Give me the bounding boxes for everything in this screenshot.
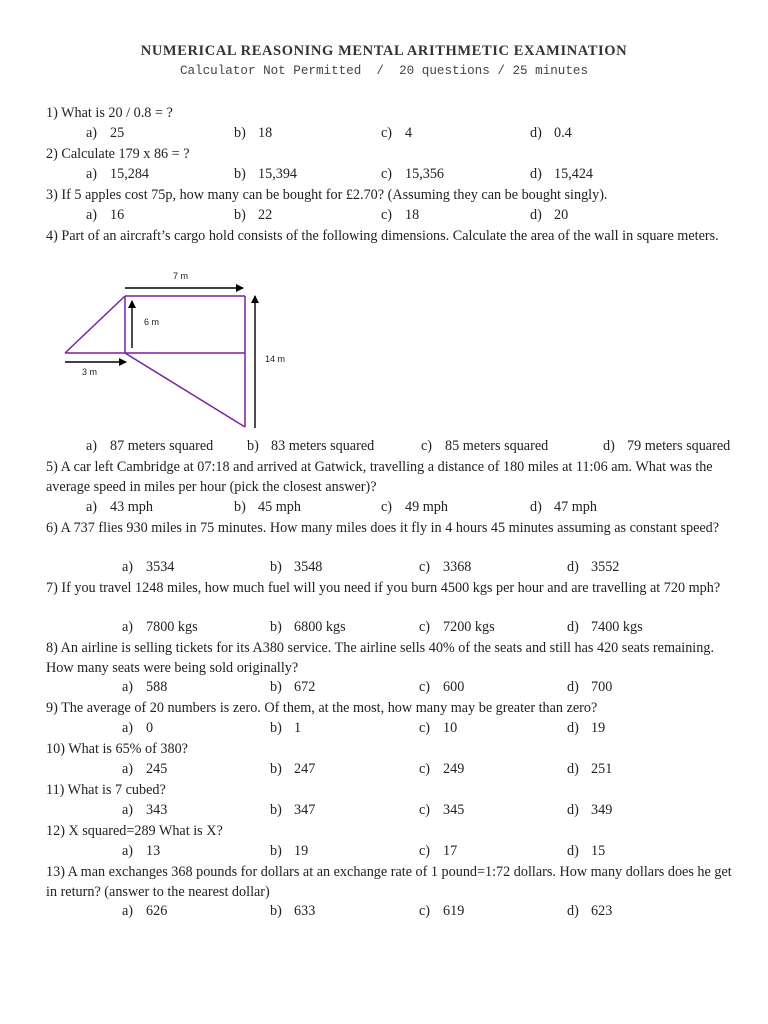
question-2: 2) Calculate 179 x 86 = ? — [46, 146, 190, 162]
question-7: 7) If you travel 1248 miles, how much fuel will you need if you burn 4500 kgs per hour and are travelling at 720 mph? — [46, 580, 721, 596]
question-3: 3) If 5 apples cost 75p, how many can be bought for £2.70? (Assuming they can be bought singly). — [46, 187, 608, 203]
cargo-hold-diagram — [50, 264, 310, 436]
q1-option-d: d) 0.4 — [530, 125, 572, 141]
q11-option-d: d) 349 — [567, 802, 613, 818]
q9-option-a: a) 0 — [122, 720, 154, 736]
q1-option-b: b) 18 — [234, 125, 273, 141]
q7-option-d: d) 7400 kgs — [567, 619, 643, 635]
q8-option-a: a) 588 — [122, 679, 168, 695]
q3-option-c: c) 18 — [381, 207, 420, 223]
q1-option-a: a) 25 — [86, 125, 125, 141]
question-1: 1) What is 20 / 0.8 = ? — [46, 105, 173, 121]
label-7m: 7 m — [173, 271, 189, 281]
q6-option-c: c) 3368 — [419, 559, 472, 575]
q1-option-c: c) 4 — [381, 125, 413, 141]
exam-subtitle: Calculator Not Permitted / 20 questions / 25 minutes — [179, 64, 589, 78]
q9-option-b: b) 1 — [270, 720, 302, 736]
q10-option-c: c) 249 — [419, 761, 465, 777]
q9-option-d: d) 19 — [567, 720, 606, 736]
q8-option-d: d) 700 — [567, 679, 613, 695]
q10-option-d: d) 251 — [567, 761, 613, 777]
q7-option-c: c) 7200 kgs — [419, 619, 495, 635]
q7-option-b: b) 6800 kgs — [270, 619, 346, 635]
q5-option-a: a) 43 mph — [86, 499, 153, 515]
q6-option-a: a) 3534 — [122, 559, 175, 575]
q12-option-a: a) 13 — [122, 843, 161, 859]
exam-title: NUMERICAL REASONING MENTAL ARITHMETIC EXAMINATION — [140, 43, 628, 59]
question-9: 9) The average of 20 numbers is zero. Of them, at the most, how many may be greater than zero? — [46, 700, 598, 716]
q7-option-a: a) 7800 kgs — [122, 619, 198, 635]
q13-option-d: d) 623 — [567, 903, 613, 919]
question-4: 4) Part of an aircraft’s cargo hold consists of the following dimensions. Calculate the area of the wall in square meters. — [46, 228, 719, 244]
q11-option-b: b) 347 — [270, 802, 316, 818]
q4-option-c: c) 85 meters squared — [421, 438, 549, 454]
q4-option-b: b) 83 meters squared — [247, 438, 375, 454]
q6-option-b: b) 3548 — [270, 559, 323, 575]
q9-option-c: c) 10 — [419, 720, 458, 736]
q10-option-b: b) 247 — [270, 761, 316, 777]
q5-option-c: c) 49 mph — [381, 499, 448, 515]
q11-option-a: a) 343 — [122, 802, 168, 818]
q12-option-b: b) 19 — [270, 843, 309, 859]
q10-option-a: a) 245 — [122, 761, 168, 777]
question-13: 13) A man exchanges 368 pounds for dollars at an exchange rate of 1 pound=1:72 dollars. How many dollars does he get in return? (answer to the nearest dollar) — [46, 864, 732, 900]
q2-option-d: d) 15,424 — [530, 166, 594, 182]
label-14m: 14 m — [265, 354, 286, 364]
q2-option-b: b) 15,394 — [234, 166, 298, 182]
question-10: 10) What is 65% of 380? — [46, 741, 188, 757]
q6-option-d: d) 3552 — [567, 559, 620, 575]
label-6m: 6 m — [144, 317, 160, 327]
q8-option-c: c) 600 — [419, 679, 465, 695]
q13-option-b: b) 633 — [270, 903, 316, 919]
question-12: 12) X squared=289 What is X? — [46, 823, 223, 839]
question-5: 5) A car left Cambridge at 07:18 and arrived at Gatwick, travelling a distance of 180 miles at 11:06 am. What was the average speed in miles per hour (pick the closest answer)? — [46, 459, 713, 495]
q11-option-c: c) 345 — [419, 802, 465, 818]
question-8: 8) An airline is selling tickets for its A380 service. The airline sells 40% of the seats and still has 420 seats remaining. How many seats were being sold originally? — [46, 640, 714, 676]
q2-option-a: a) 15,284 — [86, 166, 150, 182]
q12-option-d: d) 15 — [567, 843, 606, 859]
q3-option-b: b) 22 — [234, 207, 273, 223]
q5-option-d: d) 47 mph — [530, 499, 597, 515]
q4-option-a: a) 87 meters squared — [86, 438, 214, 454]
q2-option-c: c) 15,356 — [381, 166, 445, 182]
q13-option-a: a) 626 — [122, 903, 168, 919]
q13-option-c: c) 619 — [419, 903, 465, 919]
q3-option-d: d) 20 — [530, 207, 569, 223]
q8-option-b: b) 672 — [270, 679, 316, 695]
q4-option-d: d) 79 meters squared — [603, 438, 731, 454]
question-11: 11) What is 7 cubed? — [46, 782, 166, 798]
q3-option-a: a) 16 — [86, 207, 125, 223]
question-6: 6) A 737 flies 930 miles in 75 minutes. How many miles does it fly in 4 hours 45 minutes assuming as constant speed? — [46, 520, 720, 536]
label-3m: 3 m — [82, 367, 98, 377]
q12-option-c: c) 17 — [419, 843, 458, 859]
q5-option-b: b) 45 mph — [234, 499, 301, 515]
